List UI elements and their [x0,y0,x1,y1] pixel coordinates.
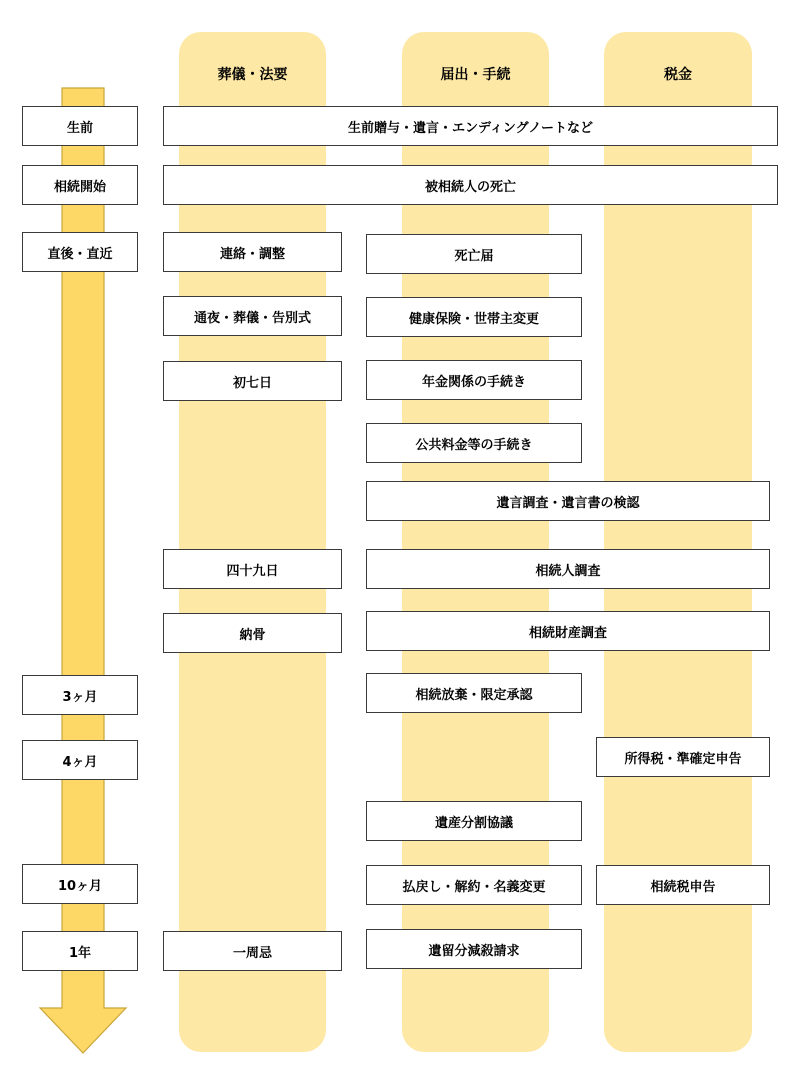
pre-life-row: 生前贈与・遺言・エンディングノートなど [163,106,778,146]
procedure-item-heir-survey: 相続人調査 [366,549,770,589]
timeline-label-1-year: 1年 [22,931,138,971]
tax-column-header: 税金 [664,67,692,83]
funeral-item-interment: 納骨 [163,613,342,653]
procedure-item-pension: 年金関係の手続き [366,360,582,400]
timeline-label-3-months: 3ヶ月 [22,675,138,715]
procedure-item-estate-survey: 相続財産調査 [366,611,770,651]
timeline-label-10-months: 10ヶ月 [22,864,138,904]
procedure-item-will-probate: 遺言調査・遺言書の検認 [366,481,770,521]
funeral-item-wake-funeral: 通夜・葬儀・告別式 [163,296,342,336]
procedures-column-header: 届出・手続 [440,67,511,83]
timeline-label-immediately: 直後・直近 [22,232,138,272]
procedure-item-division-agreement: 遺産分割協議 [366,801,582,841]
funeral-item-contact: 連絡・調整 [163,232,342,272]
funeral-item-seventh-day: 初七日 [163,361,342,401]
procedure-item-renunciation: 相続放棄・限定承認 [366,673,582,713]
timeline-label-pre-life: 生前 [22,106,138,146]
timeline-label-inheritance-start: 相続開始 [22,165,138,205]
death-row: 被相続人の死亡 [163,165,778,205]
procedure-item-death-notice: 死亡届 [366,234,582,274]
timeline-label-4-months: 4ヶ月 [22,740,138,780]
funeral-item-first-anniversary: 一周忌 [163,931,342,971]
tax-item-inheritance-tax-return: 相続税申告 [596,865,770,905]
procedure-item-reserved-portion-claim: 遺留分減殺請求 [366,929,582,969]
tax-item-income-tax-return: 所得税・準確定申告 [596,737,770,777]
funeral-column-header: 葬儀・法要 [217,67,288,83]
procedure-item-utilities: 公共料金等の手続き [366,423,582,463]
procedure-item-account-transfer: 払戻し・解約・名義変更 [366,865,582,905]
procedure-item-health-insurance: 健康保険・世帯主変更 [366,297,582,337]
funeral-item-49th-day: 四十九日 [163,549,342,589]
